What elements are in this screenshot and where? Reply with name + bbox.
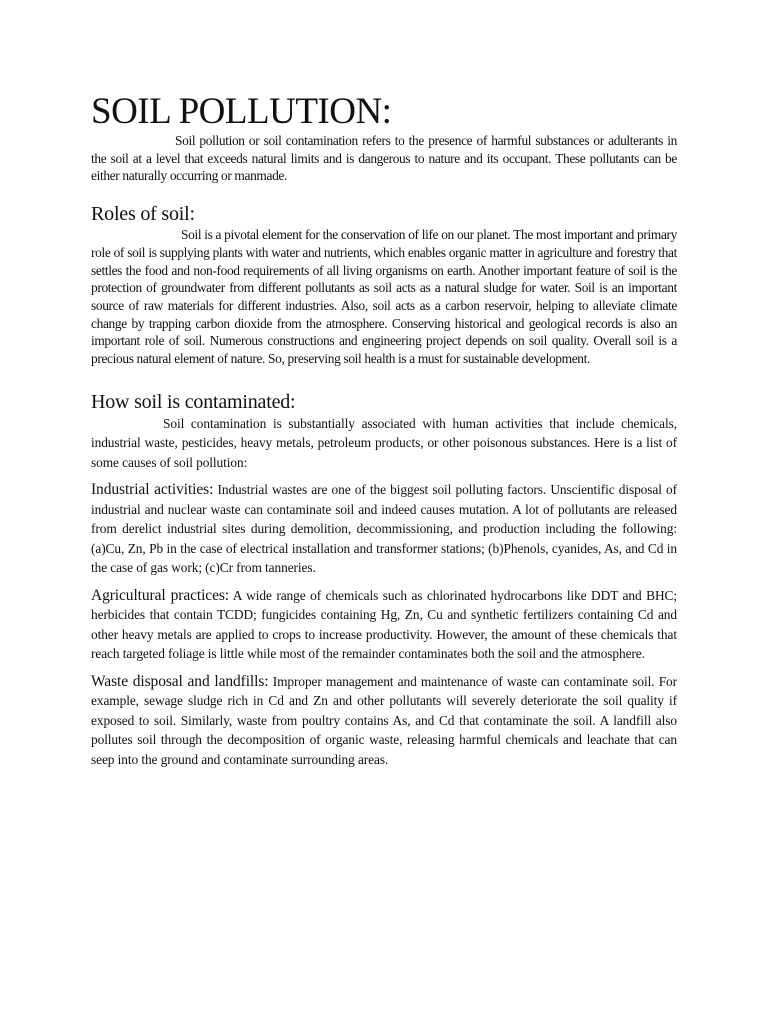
cause-agricultural [91, 586, 677, 664]
cause-industrial-text: Industrial wastes are one of the biggest soil polluting factors. Unscientific disposal of industrial and nuclear waste can contaminate soil and indeed causes mutation. A lot of pollutants are released from derelict industrial sites during demolition, decommissioning, and production including the following: (a)Cu, Zn, Pb in the case of electrical installation and transformer stations; (b)Phenols, cyanides, As, and Cd in the case of gas work; (c)Cr from tanneries. [91, 482, 678, 576]
document-page [91, 92, 677, 769]
intro-paragraph: Soil pollution or soil contamination refers to the presence of harmful substances or adulterants in the soil at a level that exceeds natural limits and is dangerous to nature and its occupant. These pollutants can be either naturally occurring or manmade. [91, 133, 677, 184]
spacer [91, 368, 677, 390]
cause-industrial [91, 480, 677, 578]
spacer [91, 472, 677, 480]
cause-agricultural-heading: Agricultural practices: [91, 586, 229, 604]
contamination-intro-paragraph: Soil contamination is substantially associated with human activities that include chemicals, industrial waste, pesticides, heavy metals, petroleum products, or other poisonous substances. Here is a list of some causes of soil pollution: [91, 415, 677, 470]
cause-waste-text: Improper management and maintenance of waste can contaminate soil. For example, sewage sludge rich in Cd and Zn and other pollutants will severely deteriorate the soil quality if exposed to soil. Similarly, waste from poultry contains As, and Cd that contaminate the soil. A landfill also pollutes soil through the decomposition of organic waste, releasing harmful chemicals and leachate that can seep into the ground and contaminate surrounding areas. [91, 673, 678, 767]
spacer [91, 185, 677, 202]
roles-paragraph: Soil is a pivotal element for the conservation of life on our planet. The most important and primary role of soil is supplying plants with water and nutrients, which enables organic matter in agriculture and forestry that settles the food and non-food requirements of all living organisms on earth. Another important feature of soil is the protection of groundwater from different pollutants as soil acts as a natural sludge for water. Soil is an important source of raw materials for different industries. Also, soil acts as a carbon reservoir, helping to alleviate climate change by trapping carbon dioxide from the atmosphere. Conserving historical and geological records is also an important role of soil. Numerous constructions and engineering project depends on soil quality. Overall soil is a precious natural element of nature. So, preserving soil health is a must for sustainable development. [91, 227, 677, 367]
spacer [91, 664, 677, 672]
cause-industrial-heading: Industrial activities: [91, 481, 214, 499]
contamination-heading: How soil is contaminated: [91, 390, 296, 413]
cause-waste [91, 672, 677, 770]
document-title: SOIL POLLUTION: [91, 91, 392, 132]
spacer [91, 578, 677, 586]
cause-waste-heading: Waste disposal and landfills: [91, 672, 269, 690]
cause-agricultural-text: A wide range of chemicals such as chlorinated hydrocarbons like DDT and BHC; herbicides that contain TCDD; fungicides containing Hg, Zn, Cu and synthetic fertilizers containing Cd and other heavy metals are applied to crops to increase productivity. However, the amount of these chemicals that reach targeted foliage is little while most of the remainder contaminates both the soil and the atmosphere. [91, 587, 677, 662]
roles-heading: Roles of soil: [91, 203, 195, 226]
